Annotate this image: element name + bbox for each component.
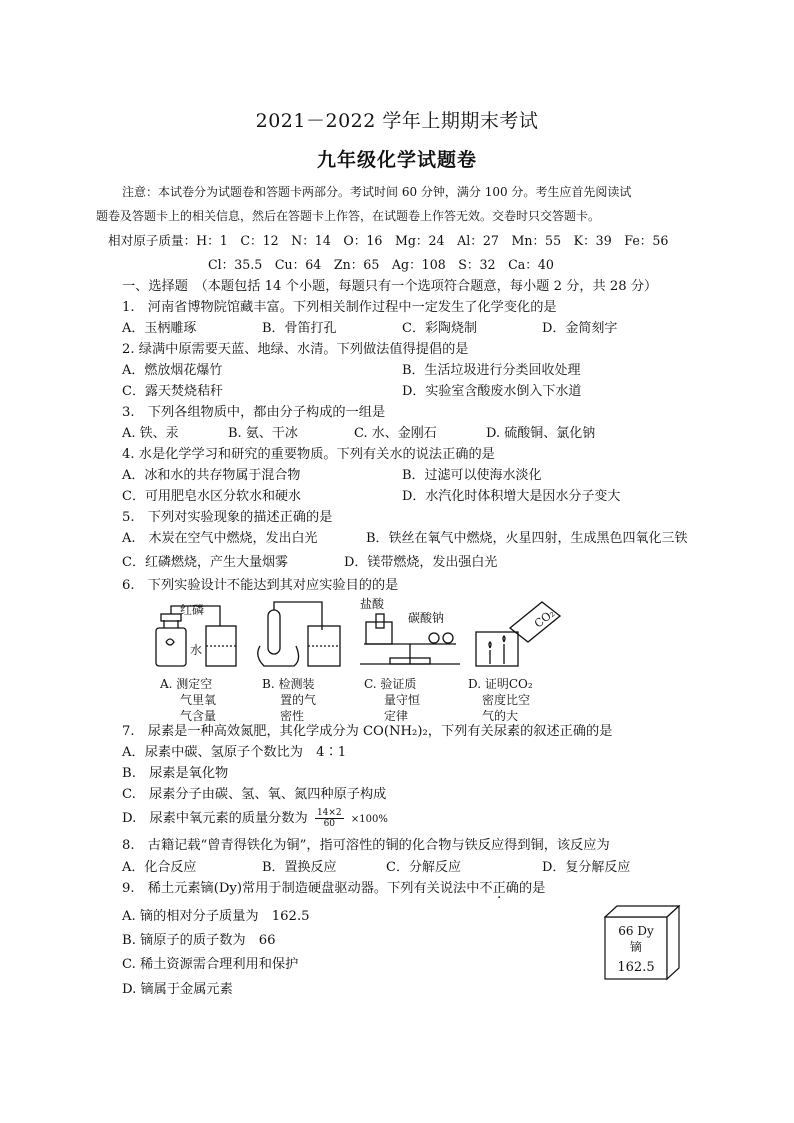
caption-a-2: 气里氧 [180,693,217,707]
caption-a-1: A. 测定空 [160,677,213,691]
notice-line-1: 注意：本试卷分为试题卷和答题卡两部分。考试时间 60 分钟，满分 100 分。考生应首先阅读试 [122,185,632,199]
bottle-a [156,628,186,666]
exam-title: 2021－2022 学年上期期末考试 [255,110,539,132]
q1-option-d: D．金简刻字 [542,321,618,336]
q9-option-c: C. 稀土资源需合理利用和保护 [122,957,299,972]
q2-option-d: D．实验室含酸废水倒入下水道 [402,384,582,399]
q7-fraction [315,808,344,829]
q7-fraction-denominator: 60 [323,819,336,829]
atomic-mass-line-2: Cl：35.5 Cu：64 Zn：65 Ag：108 S：32 Ca：40 [208,257,554,272]
q1-option-b: B．骨笛打孔 [262,321,337,336]
q3-option-d: D. 硫酸铜、氯化钠 [486,426,596,441]
q6-experiment-figure [150,596,570,726]
q5-stem: 5. 下列对实验现象的描述正确的是 [122,510,333,525]
q2-options-row2 [122,384,682,400]
q2-options-row1 [122,363,682,379]
beaker-d [476,632,518,666]
q3-option-a: A. 铁、汞 [122,426,179,441]
q4-options-row1 [122,468,682,484]
q8-options [122,860,682,876]
q2-stem: 2. 绿满中原需要天蓝、地绿、水清。下列做法值得提倡的是 [122,342,469,357]
caption-b-1: B. 检测装 [262,677,315,691]
q4-option-d: D．水汽化时体积增大是因水分子变大 [402,489,621,504]
q7-stem: 7. 尿素是一种高效氮肥，其化学成分为 CO(NH₂)₂，下列有关尿素的叙述正确的是 [122,724,613,739]
caption-b-3: 密性 [280,709,305,723]
q9-option-a: A. 镝的相对分子质量为 162.5 [122,909,310,924]
q7-fraction-numerator: 14×2 [316,808,342,818]
balance-c [360,644,460,664]
q5-options-row2 [122,555,682,571]
q4-options-row2 [122,489,682,505]
element-mass: 162.5 [617,960,655,975]
q5-option-b: B．铁丝在氧气中燃烧，火星四射，生成黑色四氧化三铁 [366,531,688,546]
q9-stem-emphasis: 不正确 [479,881,519,896]
element-name: 镝 [629,940,643,954]
q3-options [122,426,682,442]
q3-stem: 3. 下列各组物质中，都由分子构成的一组是 [122,405,386,420]
q1-option-a: A．玉柄雕琢 [122,321,197,336]
label-water: 水 [190,643,203,657]
caption-d-1: D. 证明CO₂ [468,677,533,691]
caption-c-3: 定律 [384,709,409,723]
q1-option-c: C．彩陶烧制 [402,321,477,336]
caption-c-1: C. 验证质 [364,677,417,691]
caption-b-2: 置的气 [280,693,317,707]
hand-icon [258,646,299,666]
caption-a-3: 气含量 [180,709,217,723]
q4-option-c: C．可用肥皂水区分软水和硬水 [122,489,301,504]
test-tube-b [268,610,280,654]
q2-option-a: A．燃放烟花爆竹 [122,363,223,378]
q9-stem-end: 的是 [518,881,546,896]
q9-stem [122,881,545,897]
atomic-mass-line-1: 相对原子质量：H：1 C：12 N：14 O：16 Mg：24 Al：27 Mn：55 K：39 Fe：56 [108,233,669,248]
q5-options-row1 [122,531,702,547]
q9-option-b: B. 镝原子的质子数为 66 [122,933,276,948]
notice-line-2: 题卷及答题卡上的相关信息，然后在答题卡上作答，在试题卷上作答无效。交卷时只交答题卡。 [96,209,601,223]
q8-option-b: B．置换反应 [262,860,337,875]
q7-option-c: C. 尿素分子由碳、氢、氧、氮四种原子构成 [122,787,387,802]
q5-option-a: A. 木炭在空气中燃烧，发出白光 [122,531,318,546]
q5-option-d: D．镁带燃烧，发出强白光 [344,555,498,570]
element-card-dy [604,905,688,981]
q1-options [122,321,682,337]
q3-option-b: B. 氨、干冰 [228,426,298,441]
caption-c-2: 量守恒 [384,693,421,707]
q2-option-b: B．生活垃圾进行分类回收处理 [402,363,581,378]
q4-option-b: B．过滤可以使海水淡化 [402,468,542,483]
q3-option-c: C. 水、金刚石 [354,426,437,441]
label-co2: CO₂ [532,606,558,631]
q4-stem: 4. 水是化学学习和研究的重要物质。下列有关水的说法正确的是 [122,447,495,462]
q7-option-d [122,808,388,829]
element-card-side [667,906,679,979]
section1-header: 一、选择题 （本题包括 14 个小题，每题只有一个选项符合题意，每小题 2 分，共 28 分） [122,279,658,294]
label-hcl: 盐酸 [360,597,385,611]
q2-option-c: C．露天焚烧秸秆 [122,384,223,399]
q7-option-d-text: D. 尿素中氧元素的质量分数为 [122,811,308,826]
caption-d-3: 气的大 [482,709,519,723]
element-card-top [605,906,679,917]
label-red-phosphorus: 红磷 [180,603,205,617]
q9-option-d: D. 镝属于金属元素 [122,982,233,997]
q4-option-a: A．冰和水的共存物属于混合物 [122,468,301,483]
q7-option-b: B. 尿素是氧化物 [122,766,229,781]
q8-option-d: D．复分解反应 [542,860,631,875]
q6-stem: 6. 下列实验设计不能达到其对应实验目的的是 [122,578,399,593]
q7-option-a: A．尿素中碳、氢原子个数比为 4∶1 [122,745,347,760]
label-na2co3: 碳酸钠 [408,611,445,625]
caption-d-2: 密度比空 [482,693,531,707]
q7-percent: ×100% [350,814,388,825]
exam-subtitle: 九年级化学试题卷 [316,149,477,171]
q1-stem: 1. 河南省博物院馆藏丰富。下列相关制作过程中一定发生了化学变化的是 [122,300,557,315]
q9-stem-text: 9. 稀土元素镝(Dy)常用于制造硬盘驱动器。下列有关说法中 [122,881,480,896]
element-number-symbol: 66 Dy [618,924,654,938]
q5-option-c: C．红磷燃烧，产生大量烟雾 [122,555,288,570]
q8-option-a: A．化合反应 [122,860,197,875]
q8-option-c: C．分解反应 [386,860,461,875]
q8-stem: 8. 古籍记载“曾青得铁化为铜”，指可溶性的铜的化合物与铁反应得到铜，该反应为 [122,838,610,853]
beaker-c [366,622,392,644]
